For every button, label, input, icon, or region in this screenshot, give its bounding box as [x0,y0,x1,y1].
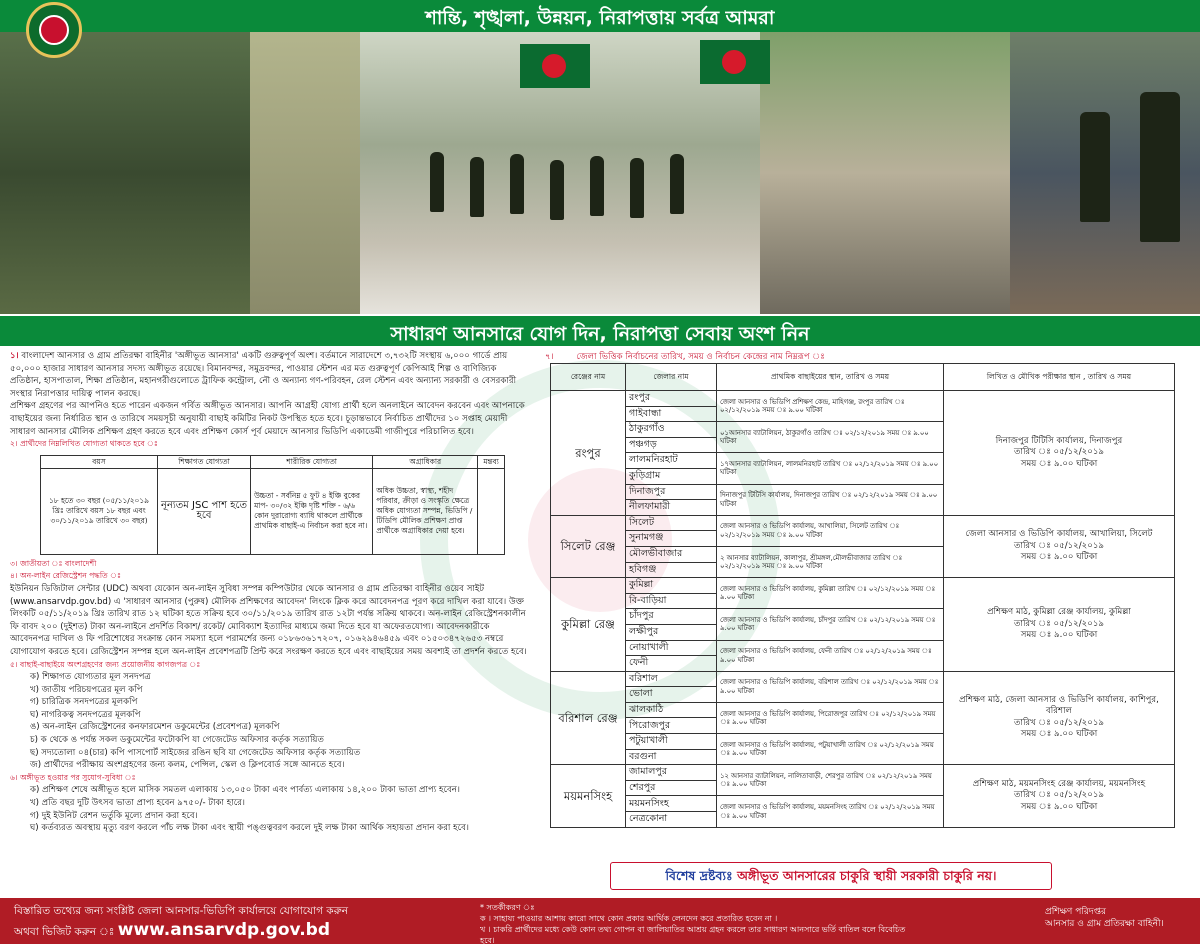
notice-text: অঙ্গীভূত আনসারের চাকুরি স্থায়ী সরকারী চাকুরি নয়। [737,868,997,883]
preliminary-location: জেলা আনসার ও ভিডিপি কার্যালয়, ফেনী তারিখ ঃ ০২/১২/২০১৯ সময় ঃ ৯.০০ ঘটিকা [717,640,944,671]
warning-item: ক । সাহায্য পাওয়ার আশায় কারো সাথে কোন প্রকার আর্থিক লেনদেন করে প্রতারিত হবেন না । [480,914,778,923]
district-name: ফেনী [626,656,717,672]
range-name: ময়মনসিংহ [551,765,626,827]
qual-header-age: বয়স [41,455,158,468]
district-name: কুড়িগ্রাম [626,468,717,484]
district-name: সুনামগঞ্জ [626,531,717,547]
document-item: ঙ) অন-লাইন রেজিস্ট্রেশনের কনফারমেশন ডকুমেন্টের (প্রবেশপত্র) মূলকপি [30,722,280,733]
preliminary-location: জেলা আনসার ও ভিডিপি প্রশিক্ষণ কেন্দ্র, মাহিগঞ্জ, রংপুর তারিখ ঃ ০২/১২/২০১৯ সময় ঃ ৯.০০ ঘটিকা [717,391,944,422]
qual-header-physical: শারীরিক যোগ্যতা [251,455,373,468]
document-item: ছ) সদ্যতোলা ০৪(চার) কপি পাসপোর্ট সাইজের রঙিন ছবি যা গেজেটেড অফিসার কর্তৃক সত্যায়িত [30,747,361,758]
section-number: ১। [10,351,19,361]
section-1-text: বাংলাদেশ আনসার ও গ্রাম প্রতিরক্ষা বাহিনীর 'অঙ্গীভূত আনসার' একটি গুরুত্বপূর্ণ অংশ। বর্তমানে সারাদেশে ৩,৭৩২টি সংস্থায় ৬,০০০ গার্ডে প্রায় ৫০,০০০ হাজার সাধারণ আনসার সদস্য অঙ্গীভূত রয়েছে। বিমানবন্দর, সমুদ্রবন্দর, পাওয়ার স্টেশন এর মত গুরুত্বপূর্ণ কেপিআই শিল্প ও বাণিজ্যিক প্রতিষ্ঠান, হাসপাতাল, শিক্ষা প্রতিষ্ঠান, মহানগরীগুলোতে ট্রাফিক কন্ট্রোল, নৌ ও অন্যান্য গণ-পরিবহন, রেল স্টেশন এবং অন্যান্য সরকারী ও বেসরকারী সংস্থার নিরাপত্তার দায়িত্ব পালন করছে। [10,351,517,399]
written-exam-location: প্রশিক্ষণ মাঠ, জেলা আনসার ও ভিডিপি কার্যালয়, কাশিপুর, বরিশাল তারিখ ঃ ০৫/১২/২০১৯ সময় ঃ ৯.০০ ঘটিকা [944,671,1175,765]
range-name: রংপুর [551,391,626,516]
marcher-figure [430,152,444,212]
district-name: দিনাজপুর [626,484,717,500]
top-banner [0,0,1200,32]
bangladesh-flag [700,40,770,84]
mid-banner [0,314,1200,348]
photo-traffic-duty [760,32,1010,314]
schedule-row [551,765,1175,781]
district-name: নীলফামারী [626,500,717,516]
section-5-heading: ৫। বাছাই-বাছাইয়ে অংশগ্রহণের জন্য প্রয়োজনীয় কাগজপত্র ঃ [10,659,201,669]
preliminary-location: ০১আনসার ব্যাটালিয়ন, ঠাকুরগাঁও তারিখ ঃ ০২/১২/২০১৯ সময় ঃ ৯.০০ ঘটিকা [717,422,944,453]
right-column [545,350,1190,828]
footer-banner [0,898,1200,944]
marcher-figure [550,160,564,220]
preliminary-location: ১২ আনসার ব্যাটালিয়ন, নালিতাবাড়ী, শেরপুর তারিখ ঃ ০২/১২/২০১৯ সময় ঃ ৯.০০ ঘটিকা [717,765,944,796]
district-name: নোয়াখালী [626,640,717,656]
preliminary-location: জেলা আনসার ও ভিডিপি কার্যালয়, পিরোজপুর তারিখ ঃ ০২/১২/২০১৯ সময় ঃ ৯.০০ ঘটিকা [717,702,944,733]
qual-remarks [478,468,505,554]
col-district: জেলার নাম [626,364,717,391]
document-item: ঘ) নাগরিকত্ব সনদপত্রের মূলকপি [30,709,141,720]
schedule-row [551,671,1175,687]
district-name: পঞ্চগড় [626,437,717,453]
footer-warning [480,902,910,946]
preliminary-location: দিনাজপুর টিটিসি কার্যালয়, দিনাজপুর তারিখ ঃ ০২/১২/২০১৯ সময় ঃ ৯.০০ ঘটিকা [717,484,944,515]
document-item: খ) জাতীয় পরিচয়পত্রের মূল কপি [30,684,143,695]
schedule-row [551,578,1175,594]
section-4-heading: ৪। অন-লাইন রেজিস্ট্রেশন পদ্ধতি ঃ [10,571,121,581]
section-2-heading: ২। প্রার্থীদের নিম্নলিখিত যোগ্যতা থাকতে হবে ঃ [10,439,158,449]
section-4-text: ইউনিয়ন ডিজিটাল সেন্টার (UDC) অথবা যেকোন অন-লাইন সুবিধা সম্পন্ন কম্পিউটার থেকে আনসার ও গ্রাম প্রতিরক্ষা বাহিনীর ওয়েব সাইট (www.ansarvdp.gov.bd) এ 'সাধারণ আনসার (পুরুষ) মৌলিক প্রশিক্ষণের আবেদন' লিংকে ক্লিক করে আবেদনপত্র পূরণ করে দাখিল করা যাবে। উক্ত লিংকটি ০৫/১১/২০১৯ খ্রিঃ তারিখ রাত ১২ ঘটিকা হতে সক্রিয় হবে ৩০/১১/২০১৯ তারিখ রাত ১২টা পর্যন্ত সক্রিয় থাকবে। অন-লাইন রেজিস্ট্রেশনকালীন ফি বাবদ ২০০ (দুইশত) টাকা অন-লাইনে প্রদর্শিত বিকাশ/ রকেট/ মোবিক্যাশ ইত্যাদির মাধ্যমে জমা দিতে হবে যা অফেরতযোগ্য। আবেদনকারীকে আবেদনপত্র দাখিল ও ফি পরিশোধের সংক্রান্ত কোন সমস্যা হলে পরামর্শের জন্য ০১৮৬৩৬১৭২০৭, ০১৬২৯৪৬৪৫৯ এবং ০১৫০৩৪৭২৬৫৩ নম্বরে যোগাযোগ করতে হবে। রেজিস্ট্রেশন সম্পন্ন হলে অন-লাইন প্রবেশপত্রটি প্রিন্ট করে সংরক্ষণ করতে হবে এবং বাছাইয়ের সময় অবশ্যই তা প্রদর্শন করতে হবে। [10,583,527,657]
district-name: পটুয়াখালী [626,734,717,750]
qualification-table [40,455,505,555]
ansar-vdp-logo [26,2,82,58]
document-item: গ) চারিত্রিক সনদপত্রের মূলকপি [30,697,138,708]
range-name: বরিশাল রেঞ্জ [551,671,626,765]
special-notice [610,862,1052,890]
benefit-item: গ) দুই ইউনিট রেশন ভর্তুকি মূল্যে প্রদান করা হবে। [30,810,198,821]
written-exam-location: প্রশিক্ষণ মাঠ, ময়মনসিংহ রেঞ্জ কার্যালয়, ময়মনসিংহ তারিখ ঃ ০৫/১২/২০১৯ সময় ঃ ৯.০০ ঘটিকা [944,765,1175,827]
section-1-para-2: প্রশিক্ষণ গ্রহণের পর আপনিও হতে পারেন একজন গর্বিত অঙ্গীভূত আনসার। আপনি আগ্রহী যোগ্য প্রার্থী হলে অনলাইনে আবেদন করবেন এবং আপনাকে বাছাইয়ের জন্য নির্ধারিত স্থান ও তারিখে সময়সূচী অনুযায়ী বাছাই কমিটির নিকট উপস্থিত হতে হবে। চূড়ান্তভাবে নির্বাচিত প্রার্থীদের ১০ সপ্তাহ মেয়াদী সাধারণ আনসার মৌলিক প্রশিক্ষণ গ্রহণ করতে হবে এবং প্রশিক্ষণ কোর্স পূর্ব মেয়াদে আনসার ভিডিপি একাডেমী গাজীপুরে পরিচালিত হবে। [10,401,525,437]
selection-schedule-table [550,363,1175,828]
district-name: ঝালকাঠি [626,702,717,718]
schedule-row [551,391,1175,407]
qual-physical: উচ্চতা - সর্বনিম্ন ৫ ফুট ৪ ইঞ্চি বুকের মাপ- ৩০/৩২ ইঞ্চি দৃষ্টি শক্তি - ৬/৬ কোন দুরারোগ্য ব্যাধি থাকলে প্রার্থীকে প্রাথমিক বাছাই-এ নির্বাচন করা হবে না। [251,468,373,554]
marcher-figure [510,154,524,214]
marcher-figure [630,158,644,218]
written-exam-location: প্রশিক্ষণ মাঠ, কুমিল্লা রেঞ্জ কার্যালয়, কুমিল্লা তারিখ ঃ ০৫/১২/২০১৯ সময় ঃ ৯.০০ ঘটিকা [944,578,1175,672]
website-link[interactable]: www.ansarvdp.gov.bd [117,920,331,940]
benefit-item: ক) প্রশিক্ষণ শেষে অঙ্গীভূত হলে মাসিক সমতল এলাকায় ১৩,০৫০ টাকা এবং পার্বত্য এলাকায় ১৪,২০০ টাকা ভাতা প্রাপ্য হবেন। [30,785,460,796]
footer-issuer [1045,906,1195,930]
bangladesh-flag [520,44,590,88]
left-column [10,350,530,835]
district-name: বি-বাড়িয়া [626,593,717,609]
qual-header-priority: অগ্রাধিকার [373,455,478,468]
district-name: লালমনিরহাট [626,453,717,469]
preliminary-location: ২ আনসার ব্যাটালিয়ন, কালাপুর, শ্রীমঙ্গল,মৌলভীবাজার তারিখ ঃ ০২/১২/২০১৯ সময় ঃ ৯.০০ ঘটিকা [717,546,944,577]
district-name: পিরোজপুর [626,718,717,734]
top-banner-title: শান্তি, শৃঙ্খলা, উন্নয়ন, নিরাপত্তায় সর্বত্র আমরা [425,7,775,29]
document-item: ক) শিক্ষাগত যোগ্যতার মূল সনদপত্র [30,672,151,683]
section-3: ৩। জাতীয়তা ঃ বাংলাদেশী [10,558,97,568]
qual-header-education: শিক্ষাগত যোগ্যতা [157,455,250,468]
document-item: চ) ক থেকে ঙ পর্যন্ত সকল ডকুমেন্টের ফটোকপি যা গেজেটেড অফিসার কর্তৃক সত্যায়িত [30,735,324,746]
qual-age: ১৮ হতে ৩০ বছর (০৫/১১/২০১৯ খ্রিঃ তারিখে বয়স ১৮ বছর এবং ৩০/১১/২০১৯ তারিখে ৩০ বছর) [41,468,158,554]
district-name: ঠাকুরগাঁও [626,422,717,438]
mid-banner-title: সাধারণ আনসারে যোগ দিন, নিরাপত্তা সেবায় অংশ নিন [390,323,810,345]
benefits-list [10,784,530,834]
photo-training-parade [0,32,250,314]
district-name: ভোলা [626,687,717,703]
preliminary-location: জেলা আনসার ও ভিডিপি কার্যালয়, চাঁদপুর তারিখ ঃ ০২/১২/২০১৯ সময় ঃ ৯.০০ ঘটিকা [717,609,944,640]
warning-item: খ । চাকরি প্রার্থীদের মধ্যে কেউ কোন তথ্য গোপন বা জালিয়াতির আশ্রয় গ্রহন করলে তার সাধারণ আনসারে ভর্তি বাতিল বলে বিবেচিত হবে। [480,925,906,945]
preliminary-location: জেলা আনসার ও ভিডিপি কার্যালয়, পটুয়াখালী তারিখ ঃ ০২/১২/২০১৯ সময় ঃ ৯.০০ ঘটিকা [717,734,944,765]
district-name: মৌলভীবাজার [626,546,717,562]
benefit-item: ঘ) কর্তব্যরত অবস্থায় মৃত্যু বরণ করলে পাঁচ লক্ষ টাকা এবং স্থায়ী পঙ্গুত্ববরণ করলে দুই লক্ষ টাকা আর্থিক সহায়তা প্রদান করা হবে। [30,823,469,834]
district-name: চাঁদপুর [626,609,717,625]
marcher-figure [590,156,604,216]
district-name: কুমিল্লা [626,578,717,594]
benefit-item: খ) প্রতি বছর দুটি উৎসব ভাতা প্রাপ্য হবেন ৯৭৫০/- টাকা হারে। [30,798,245,809]
district-name: নেত্রকোনা [626,812,717,828]
range-name: কুমিল্লা রেঞ্জ [551,578,626,672]
section-7-heading [545,350,1190,363]
notice-label: বিশেষ দ্রষ্টব্যঃ [665,868,733,883]
range-name: সিলেট রেঞ্জ [551,515,626,577]
guard-figure [1140,92,1180,242]
issuer-directorate: প্রশিক্ষণ পরিদপ্তর [1045,907,1106,917]
district-name: বরগুনা [626,749,717,765]
footer-contact-line: বিস্তারিত তথ্যের জন্য সংশ্লিষ্ট জেলা আনসার-ভিডিপি কার্যালয়ে যোগাযোগ করুন [14,905,348,917]
preliminary-location: জেলা আনসার ও ভিডিপি কার্যালয়, বরিশাল তারিখ ঃ ০২/১২/২০১৯ সময় ঃ ৯.০০ ঘটিকা [717,671,944,702]
issuer-organization: আনসার ও গ্রাম প্রতিরক্ষা বাহিনী। [1045,919,1164,929]
warning-heading: * সতর্কীকরণ ঃ [480,903,535,912]
district-name: রংপুর [626,391,717,407]
qual-education: নূন্যতম JSC পাশ হতে হবে [157,468,250,554]
qual-header-remarks: মন্তব্য [478,455,505,468]
col-preliminary: প্রাথমিক বাছাইয়ের স্থান, তারিখ ও সময় [717,364,944,391]
district-name: ময়মনসিংহ [626,796,717,812]
district-name: শেরপুর [626,780,717,796]
marcher-figure [670,154,684,214]
district-name: সিলেট [626,515,717,531]
section-7-heading-text: জেলা ভিত্তিক নির্বাচনের তারিখ, সময় ও নির্বাচন কেন্দ্রের নাম নিম্নরূপ ঃ [576,352,825,362]
preliminary-location: জেলা আনসার ও ভিডিপি কার্যালয়, ময়মনসিংহ তারিখ ঃ ০২/১২/২০১৯ সময় ঃ ৯.০০ ঘটিকা [717,796,944,827]
district-name: হবিগঞ্জ [626,562,717,578]
district-name: জামালপুর [626,765,717,781]
guard-figure [1080,112,1110,222]
section-number: ৭। [545,352,554,362]
photo-collage [0,32,1200,314]
district-name: লক্ষীপুর [626,624,717,640]
footer-visit-label: অথবা ভিজিট করুন ঃ [14,926,115,938]
section-1 [10,350,530,400]
preliminary-location: জেলা আনসার ও ভিডিপি কার্যালয়, কুমিল্লা তারিখ ঃ ০২/১২/২০১৯ সময় ঃ ৯.০০ ঘটিকা [717,578,944,609]
preliminary-location: ১৭আনসার ব্যাটালিয়ন, লালমনিরহাট তারিখ ঃ ০২/১২/২০১৯ সময় ঃ ৯.০০ ঘটিকা [717,453,944,484]
footer-website-line [14,920,330,942]
document-item: জ) প্রার্থীদের পরীক্ষায় অংশগ্রহণের জন্য কলম, পেন্সিল, স্কেল ও ক্লিপবোর্ড সঙ্গে আনতে হবে। [30,760,345,771]
documents-list [10,671,530,772]
section-6-heading: ৬। অঙ্গীভূত হওয়ার পর সুযোগ-সুবিধা ঃ [10,772,136,782]
col-range: রেঞ্জের নাম [551,364,626,391]
photo-rifle-practice [250,32,360,314]
written-exam-location: জেলা আনসার ও ভিডিপি কার্যালয়, আখালিয়া, সিলেট তারিখ ঃ ০৫/১২/২০১৯ সময় ঃ ৯.০০ ঘটিকা [944,515,1175,577]
col-written: লিখিত ও মৌখিক পরীক্ষার স্থান , তারিখ ও সময় [944,364,1175,391]
logo-emblem [39,15,69,45]
qual-priority: অধিক উচ্চতা, স্বাস্থ্য, শহীদ পরিবার, ক্রীড়া ও সংস্কৃতি ক্ষেত্রে অধিক যোগ্যতা সম্পন্ন, ভিডিপি / টিডিপি মৌলিক প্রশিক্ষণ প্রাপ্ত প্রার্থীকে অগ্রাধিকার দেয়া হবে। [373,468,478,554]
preliminary-location: জেলা আনসার ও ভিডিপি কার্যালয়, আখালিয়া, সিলেট তারিখ ঃ ০২/১২/২০১৯ সময় ঃ ৯.০০ ঘটিকা [717,515,944,546]
district-name: গাইবান্ধা [626,406,717,422]
schedule-row [551,515,1175,531]
marcher-figure [470,157,484,217]
district-name: বরিশাল [626,671,717,687]
written-exam-location: দিনাজপুর টিটিসি কার্যালয়, দিনাজপুর তারিখ ঃ ০৫/১২/২০১৯ সময় ঃ ৯.০০ ঘটিকা [944,391,1175,516]
